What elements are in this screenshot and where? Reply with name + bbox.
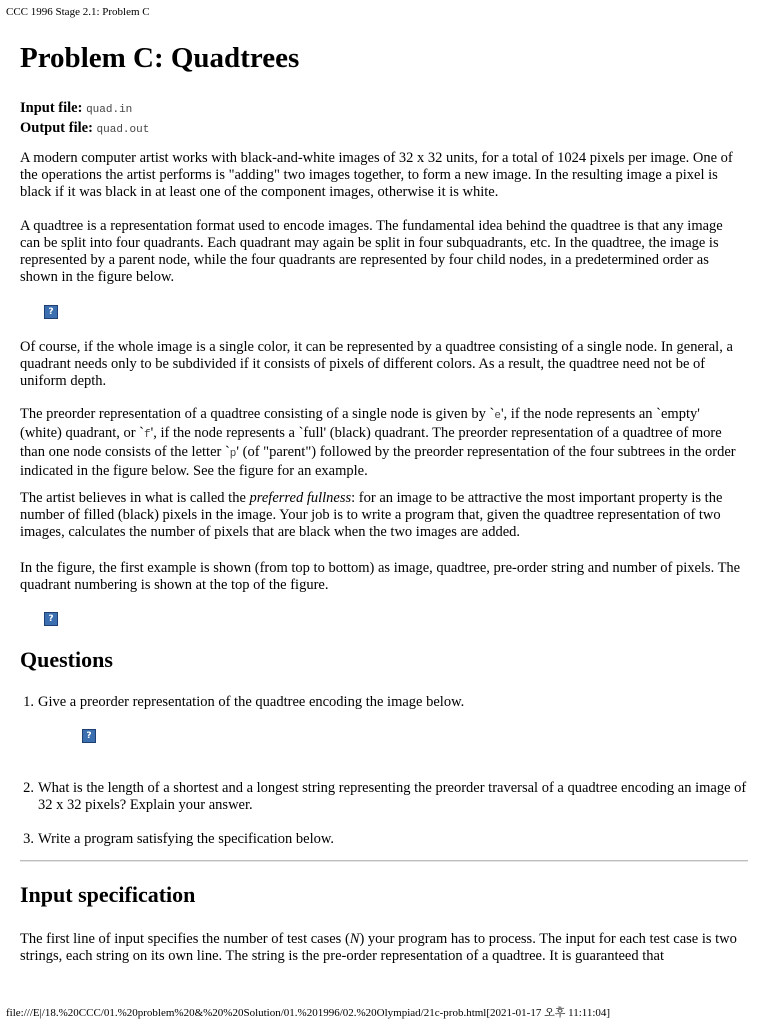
paragraph-image-adding: A modern computer artist works with black-and-white images of 32 x 32 units, for a total of 1024 pixels per image. One of the operations the artist performs is "adding" two images together, to form a new image. In the resulting image a pixel is black if it was black in at least one of the component images, otherwise it is white. <box>20 150 733 200</box>
preorder-text-b: ', if the node represents an `empty' (white) quadrant, or ` <box>20 406 700 441</box>
output-file-line <box>20 119 149 139</box>
preorder-text-d: ' (of "parent") followed by the preorder representation of the four subtrees in the order indicated in the figure below. See the figure for an example. <box>20 444 736 479</box>
paragraph-input-spec <box>20 931 742 965</box>
paragraph-preferred-fullness <box>20 490 742 541</box>
paragraph-preorder <box>20 406 742 480</box>
question-item <box>23 694 748 711</box>
input-file-name: quad.in <box>86 104 133 116</box>
question-item <box>23 780 748 814</box>
question-number: 3. <box>23 831 34 847</box>
output-file-name: quad.out <box>96 124 150 136</box>
print-footer: file:///E|/18.%20CCC/01.%20problem%20&%20%20Solution/01.%201996/02.%20Olympiad/21c-prob.html[2021-01-17 오후 11:11:04] <box>6 1007 611 1019</box>
fullness-text-b: : for an image to be attractive the most important property is the number of filled (black) pixels in the image. Your job is to write a program that, given the quadtree representation of two images, calculates the number of pixels that are black when the two images are added. <box>20 490 723 540</box>
question-text: Give a preorder representation of the quadtree encoding the image below. <box>38 694 465 710</box>
preorder-text-a: The preorder representation of a quadtree consisting of a single node is given by ` <box>20 406 495 422</box>
paragraph-quadtree-intro: A quadtree is a representation format used to encode images. The fundamental idea behind the quadtree is that any image can be split into four quadrants. Each quadrant may again be split in four subquadrants, etc. In the quadtree, the image is represented by a parent node, while the four quadrants are represented by four child nodes, in a predetermined order as shown in the figure below. <box>20 218 723 285</box>
page-title: Problem C: Quadtrees <box>20 42 300 74</box>
input-spec-heading: Input specification <box>20 882 196 907</box>
broken-image-icon: ? <box>44 305 58 319</box>
broken-image-icon: ? <box>82 729 96 743</box>
input-file-label: Input file: <box>20 100 83 116</box>
questions-heading: Questions <box>20 647 113 672</box>
question-text: What is the length of a shortest and a longest string representing the preorder traversal of a quadtree encoding an image of 32 x 32 pixels? Explain your answer. <box>38 780 747 813</box>
paragraph-single-color: Of course, if the whole image is a single color, it can be represented by a quadtree consisting of a single node. In general, a quadrant needs only to be subdivided if it consists of pixels of different colors. As a result, the quadtree need not be of uniform depth. <box>20 339 733 389</box>
input-spec-text-b: ) your program has to process. The input for each test case is two strings, each string on its own line. The string is the pre-order representation of a quadtree. It is guaranteed that <box>20 931 737 964</box>
fullness-text-a: The artist believes in what is called the <box>20 490 250 506</box>
question-number: 1. <box>23 694 34 710</box>
input-file-line <box>20 99 149 119</box>
preorder-text-c: ', if the node represents a `full' (black) quadrant. The preorder representation of a quadtree of more than one node consists of the letter ` <box>20 425 722 460</box>
print-header: CCC 1996 Stage 2.1: Problem C <box>6 6 150 18</box>
fullness-emphasis: preferred fullness <box>249 490 352 506</box>
file-info <box>20 99 149 139</box>
input-spec-text-a: The first line of input specifies the number of test cases ( <box>20 931 350 947</box>
section-divider <box>20 860 748 862</box>
broken-image-icon: ? <box>44 612 58 626</box>
code-p: p <box>229 448 237 460</box>
question-text: Write a program satisfying the specification below. <box>38 831 335 847</box>
input-spec-n: N <box>349 931 360 947</box>
question-number: 2. <box>23 780 34 796</box>
output-file-label: Output file: <box>20 120 93 136</box>
code-f: f <box>144 429 151 441</box>
paragraph-figure-description: In the figure, the first example is shown (from top to bottom) as image, quadtree, pre-order string and number of pixels. The quadrant numbering is shown at the top of the figure. <box>20 560 741 593</box>
question-item <box>23 831 748 848</box>
code-e: e <box>494 410 501 422</box>
